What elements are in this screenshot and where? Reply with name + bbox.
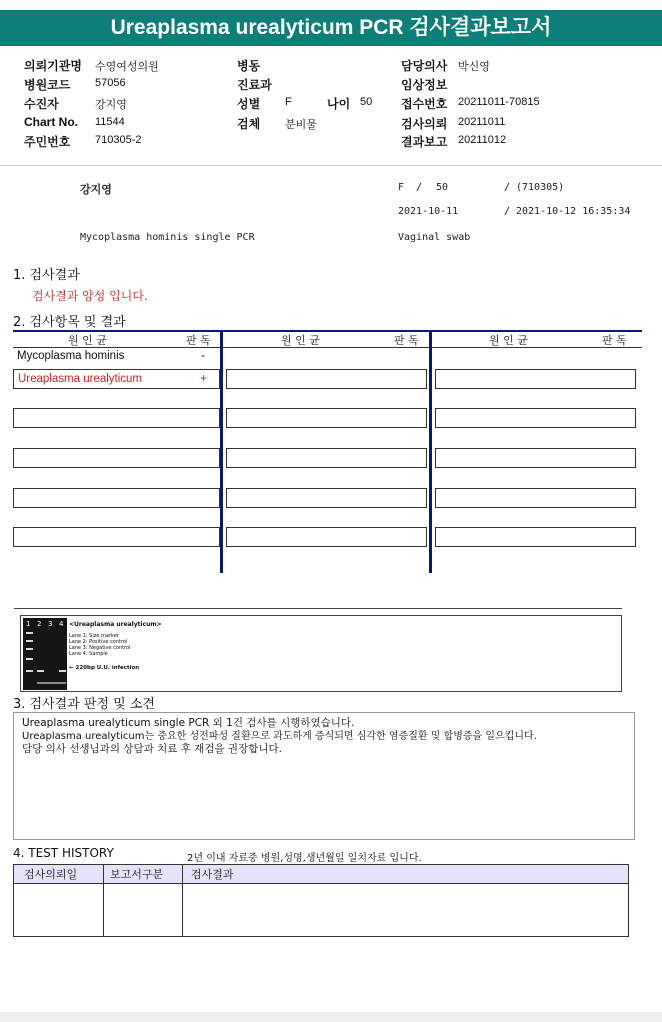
empty-result-cell <box>13 448 220 468</box>
report-datetime: 2021-10-12 16:35:34 <box>516 206 631 217</box>
marker-band <box>26 670 33 672</box>
empty-result-cell <box>13 527 220 547</box>
gel-electrophoresis-image <box>23 618 67 690</box>
patient-value: 강지영 <box>95 99 127 111</box>
gel-legend-line: Lane 3: Negative control <box>69 645 131 651</box>
history-table <box>13 864 629 937</box>
age-label: 나이 <box>327 97 351 111</box>
test-name: Mycoplasma hominis single PCR <box>80 232 255 243</box>
col-judgment-header: 판 독 <box>394 334 419 347</box>
history-col-report-type: 보고서구분 <box>104 865 183 884</box>
rrn-value: 710305-2 <box>95 134 142 146</box>
report-date-label: 결과보고 <box>401 135 448 149</box>
pathogen-name: Mycoplasma hominis <box>17 350 125 362</box>
empty-result-cell <box>226 369 427 389</box>
empty-result-cell <box>435 448 636 468</box>
col-judgment-header: 판 독 <box>186 334 211 347</box>
section-items-title: 2. 검사항목 및 결과 <box>13 315 126 330</box>
empty-result-cell <box>226 408 427 428</box>
gel-top-rule <box>14 608 622 609</box>
specimen-value: 분비물 <box>285 119 317 131</box>
receipt-no-label: 접수번호 <box>401 97 448 111</box>
marker-band <box>26 632 33 634</box>
table-top-rule <box>13 330 642 332</box>
chart-no-value: 11544 <box>95 116 125 128</box>
hospital-name-label: 의뢰기관명 <box>24 59 82 73</box>
report-title: Ureaplasma urealyticum PCR 검사결과보고서 <box>0 10 662 46</box>
primer-band <box>37 682 66 684</box>
clinical-info-label: 임상정보 <box>401 78 448 92</box>
marker-band <box>26 648 33 650</box>
judgment-value: + <box>200 373 207 385</box>
request-date: 2021-10-11 <box>398 206 459 217</box>
request-date-value: 20211011 <box>458 116 506 128</box>
hospital-code-label: 병원코드 <box>24 78 71 92</box>
empty-result-cell <box>435 369 636 389</box>
rrn-label: 주민번호 <box>24 135 71 149</box>
patient-rrn: (710305) <box>516 182 565 193</box>
sex-label: 성별 <box>237 97 261 111</box>
empty-result-cell <box>13 408 220 428</box>
chart-no-label: Chart No. <box>24 115 78 129</box>
doctor-label: 담당의사 <box>401 59 448 73</box>
empty-result-cell <box>13 488 220 508</box>
specimen-type: Vaginal swab <box>398 232 471 243</box>
column-divider <box>220 330 223 573</box>
report-header <box>0 46 662 166</box>
result-summary: 검사결과 양성 입니다. <box>32 289 148 303</box>
separator: / <box>504 206 511 217</box>
section-history-title: 4. TEST HISTORY <box>13 846 114 860</box>
col-pathogen-header: 원 인 균 <box>68 334 107 347</box>
opinion-line: Ureaplasma urealyticum는 중요한 성전파성 질환으로 과도하게 증식되면 심각한 염증질환 및 합병증을 일으킵니다. <box>22 731 537 742</box>
separator: / <box>504 182 511 193</box>
positive-band <box>37 670 44 672</box>
age-value: 50 <box>360 96 373 108</box>
history-cell <box>183 884 629 937</box>
lane-number: 3 <box>48 620 53 628</box>
separator: / <box>416 182 423 193</box>
col-pathogen-header: 원 인 균 <box>489 334 528 347</box>
lane-number: 4 <box>59 620 64 628</box>
lane-number: 1 <box>26 620 31 628</box>
lane-number: 2 <box>37 620 42 628</box>
opinion-line: 담당 의사 선생님과의 상담과 치료 후 재검을 권장합니다. <box>22 743 282 755</box>
gel-title: <Ureaplasma urealyticum> <box>69 621 162 628</box>
empty-result-cell <box>435 408 636 428</box>
judgment-value: - <box>201 350 205 362</box>
gel-legend-line: Lane 2: Positive control <box>69 639 128 645</box>
header-underline <box>13 347 220 348</box>
patient-label: 수진자 <box>24 97 59 111</box>
sex-value: F <box>285 96 292 108</box>
result-row-ureaplasma <box>13 369 220 389</box>
history-col-request-date: 검사의뢰일 <box>14 865 104 884</box>
header-underline <box>223 347 429 348</box>
receipt-no-value: 20211011-70815 <box>458 96 540 108</box>
history-cell <box>104 884 183 937</box>
pathogen-name: Ureaplasma urealyticum <box>18 373 142 385</box>
report-date-value: 20211012 <box>458 134 507 146</box>
ward-label: 병동 <box>237 59 261 73</box>
header-underline <box>432 347 642 348</box>
gel-legend-line: Lane 1: Size marker <box>69 633 119 639</box>
history-col-result: 검사결과 <box>183 865 629 884</box>
empty-result-cell <box>226 488 427 508</box>
page-footer-strip <box>0 1012 662 1022</box>
col-judgment-header: 판 독 <box>602 334 627 347</box>
history-note: 2년 이내 자료중 병원,성명,생년월일 일치자료 입니다. <box>187 853 422 864</box>
column-divider <box>429 330 432 573</box>
gel-image-panel <box>20 615 622 692</box>
history-cell <box>14 884 104 937</box>
gel-legend-line: Lane 4: Sample <box>69 651 108 657</box>
marker-band <box>26 640 33 642</box>
empty-result-cell <box>435 488 636 508</box>
hospital-name-value: 수영여성의원 <box>95 61 159 73</box>
patient-name: 강지영 <box>80 183 112 196</box>
col-pathogen-header: 원 인 균 <box>281 334 320 347</box>
doctor-value: 박신영 <box>458 61 490 73</box>
request-date-label: 검사의뢰 <box>401 117 448 131</box>
patient-sex: F <box>398 182 405 193</box>
patient-age: 50 <box>436 182 449 193</box>
hospital-code-value: 57056 <box>95 77 126 89</box>
specimen-label: 검체 <box>237 117 261 131</box>
empty-result-cell <box>226 527 427 547</box>
sample-band <box>59 670 66 672</box>
opinion-box <box>13 712 635 840</box>
empty-result-cell <box>226 448 427 468</box>
gel-arrow-label: ← 220bp U.U. infection <box>69 665 140 671</box>
marker-band <box>26 658 33 660</box>
department-label: 진료과 <box>237 78 272 92</box>
opinion-line: Ureaplasma urealyticum single PCR 외 1건 검사를 시행하였습니다. <box>22 717 355 729</box>
result-row-mycoplasma <box>17 350 217 362</box>
section-opinion-title: 3. 검사결과 판정 및 소견 <box>13 697 155 712</box>
empty-result-cell <box>435 527 636 547</box>
section-result-title: 1. 검사결과 <box>13 268 80 283</box>
